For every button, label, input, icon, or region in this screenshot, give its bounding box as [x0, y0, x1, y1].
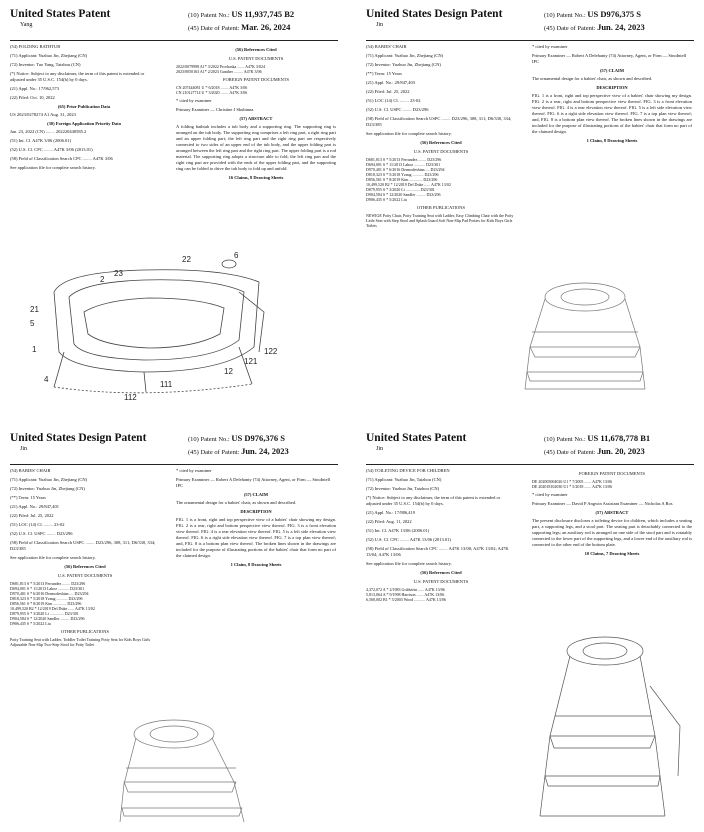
patent-title: United States Design Patent: [10, 432, 147, 444]
reference-line: D906,435 S * 5/2022 Liu: [366, 197, 407, 202]
reference-line: 10,499,520 B2 * 12/2019 Del Duke ...... A47K 13/02: [366, 182, 451, 187]
field: (72) Inventor: Yuzhuo Jin, Taizhou (CN): [366, 486, 440, 491]
section-heading: (65) Prior Publication Data: [57, 104, 111, 109]
field: (22) Filed: Jul. 25, 2022: [366, 89, 410, 94]
field: (54) BABIES' CHAIR: [366, 44, 407, 49]
field: (52) U.S. Cl. CPC ........ A47K 13/06 (2013.01): [366, 537, 451, 542]
field: (58) Field of Classification Search CPC ........ A47K 13/00; A47K 13/02; A47K 13/04; A47K 13/06: [366, 546, 509, 557]
claims-count: 10 Claims, 7 Drawing Sheets: [584, 551, 640, 556]
field: (22) Filed: Oct. 10, 2022: [10, 95, 55, 100]
patent-date: Mar. 26, 2024: [241, 22, 291, 32]
field: (51) Int. Cl. A47K 3/06 (2006.01): [10, 138, 71, 143]
references-heading: (56) References Cited: [420, 140, 462, 145]
reference-line: D906,435 S * 5/2022 Liu: [10, 621, 51, 626]
patent-page-3: [4, 426, 344, 826]
ref-label: 121: [244, 357, 258, 366]
patent-date: Jun. 24, 2023: [597, 22, 645, 32]
field: (**) Term: 15 Years: [10, 495, 46, 500]
inventor-short: Jin: [376, 446, 384, 452]
patent-page-1: [4, 2, 344, 402]
patent-header: [366, 6, 694, 40]
reference-line: D856,561 S * 8/2019 Kim ............. D23/296: [10, 601, 82, 606]
reference-line: CN 210127714 U * 3/2020 ........ A47K 3/06: [176, 90, 248, 95]
reference-line: D879,955 S * 3/2020 Li .............. D23/301: [10, 611, 79, 616]
field: See application file for complete search history.: [366, 131, 452, 136]
field: Jun. 23, 2022 (CN) ........ 202220440585.2: [10, 129, 87, 134]
reference-line: D818,323 S * 5/2018 Yzaug ........... D23/296: [10, 596, 83, 601]
field: (51) LOC (14) Cl. ........ 23-02: [10, 522, 65, 527]
ref-label: 6: [234, 252, 239, 260]
field: (51) LOC (14) Cl. ........ 23-02: [366, 98, 421, 103]
field: (54) FOLDING BATHTUB: [10, 44, 61, 49]
patent-number: US 11,937,745 B2: [231, 9, 295, 19]
field: (72) Inventor: Yuzhuo Jin, Zhejiang (CN): [366, 62, 441, 67]
reference-line: D970,401 S * 6/2016 Dermodeshian .... D23/294: [10, 591, 89, 596]
references-subheading: U.S. PATENT DOCUMENTS: [57, 573, 113, 578]
references-subheading: U.S. PATENT DOCUMENTS: [413, 579, 469, 584]
patent-number: US D976,376 S: [231, 433, 285, 443]
field: (71) Applicant: Yuzhuo Jin, Zhejiang (CN): [10, 53, 88, 58]
inventor-short: Yang: [20, 22, 33, 28]
patent-number-row: (10) Patent No.: US D976,375 S: [544, 9, 641, 19]
right-column: [532, 468, 692, 559]
field: (54) BABIES' CHAIR: [10, 468, 51, 473]
examiner: Primary Examiner — Robert A Delehanty (74) Attorney, Agent, or Firm — SinoIntell IPC: [176, 477, 331, 488]
toileting-device-drawing: [520, 626, 690, 826]
patent-date-row: (45) Date of Patent: Mar. 26, 2024: [188, 22, 291, 32]
ref-label: 112: [124, 393, 137, 402]
bathtub-drawing: [24, 252, 284, 402]
reference-line: 2022/0079998 A1* 3/2022 Prochaska ....... A47K 3/024: [176, 64, 265, 69]
publication-line: NEWIGE Potty Chair, Potty Training Seat with Ladder, Easy Climbing Chair with the Potty Little Seat with Step Stool and Splash Guard Soft Non-Slip Pad Potties for Kids Boys Girls Toilets: [366, 213, 514, 228]
field: See application file for complete search history.: [10, 165, 96, 170]
abstract-heading: (57) ABSTRACT: [595, 510, 629, 515]
claims-count: 16 Claims, 8 Drawing Sheets: [228, 175, 284, 180]
other-publications-heading: OTHER PUBLICATIONS: [416, 205, 466, 210]
patent-date-row: (45) Date of Patent: Jun. 20, 2023: [544, 446, 645, 456]
field: US 2023/0278274 A1 Aug. 31, 2023: [10, 112, 76, 117]
claims-count: 1 Claim, 8 Drawing Sheets: [586, 138, 638, 143]
patent-header: [10, 430, 338, 464]
field: See application file for complete search history.: [10, 555, 96, 560]
field: (52) U.S. Cl. USPC ........ D23/296: [366, 107, 429, 112]
description-heading: DESCRIPTION: [596, 85, 628, 90]
field: (58) Field of Classification Search USPC ........ D23/296, 308, 311; D6/330, 334; D23/385: [366, 116, 512, 127]
patent-title: United States Patent: [10, 8, 111, 20]
ref-label: 1: [32, 345, 37, 354]
claim-text: The ornamental design for a babies' chair, as shown and described.: [176, 500, 297, 505]
right-column: [176, 468, 336, 570]
patent-page-2: [360, 2, 700, 402]
patent-number-row: (10) Patent No.: US D976,376 S: [188, 433, 285, 443]
babies-chair-drawing: [94, 716, 294, 826]
field: (21) Appl. No.: 17/886,419: [366, 510, 415, 515]
claim-heading: (57) CLAIM: [243, 492, 269, 497]
abstract-text: A folding bathtub includes a tub body and a supporting ring. The supporting ring is arranged on the tub body. The supporting ring comprises a left ring part, a right ring part and an upper folding part; the left ring part and the right ring part are respectively connected to two sides of an upper end of the tub body, and the upper folding part is arranged between the left ring part and the right ring part. The upper folding part is a rod material. The supporting ring adopts a structure able to fold; the left ring part and the right ring part are provided with the ends of the upper folding part, and the supporting ring can be folded to drive the tub body to fold up and unfold.: [176, 124, 336, 171]
patent-title: United States Patent: [366, 432, 467, 444]
reference-line: D681,813 S * 5/2013 Ferrandez ........ D23/296: [10, 581, 86, 586]
reference-line: 2023/0050163 A1* 2/2023 Gunther ......... A47K 3/06: [176, 69, 262, 74]
ref-label: 4: [44, 375, 49, 384]
cited-note: * cited by examiner: [532, 492, 568, 497]
other-publications-heading: OTHER PUBLICATIONS: [60, 629, 110, 634]
cited-note: * cited by examiner: [532, 44, 568, 49]
patent-number-row: (10) Patent No.: US 11,678,778 B1: [544, 433, 651, 443]
reference-line: 6,568,002 B1 * 5/2003 Wood ........... A47K 13/06: [366, 597, 446, 602]
section-heading: (30) Foreign Application Priority Data: [47, 121, 121, 126]
field: (*) Notice: Subject to any disclaimer, the term of this patent is extended or adjusted under 35 U.S.C. 154(b) by 0 days.: [366, 495, 501, 506]
patent-date-row: (45) Date of Patent: Jun. 24, 2023: [188, 446, 289, 456]
field: (**) Term: 15 Years: [366, 71, 402, 76]
ref-label: 111: [160, 380, 173, 389]
references-subheading: U.S. PATENT DOCUMENTS: [413, 149, 469, 154]
field: (52) U.S. Cl. CPC ........ A47K 3/06 (2013.01): [10, 147, 93, 152]
abstract-heading: (57) ABSTRACT: [239, 116, 273, 121]
field: See application file for complete search history.: [366, 561, 452, 566]
left-column: [366, 44, 516, 228]
reference-line: DE 202005004026 U1 * 7/2005 ....... A47K 13/06: [532, 479, 612, 484]
field: (52) U.S. Cl. USPC ........ D23/296: [10, 531, 73, 536]
claim-text: The ornamental design for a babies' chair, as shown and described.: [532, 76, 653, 81]
reference-line: D904,584 S * 12/2020 Sandler ......... D23/296: [366, 192, 441, 197]
left-column: [366, 468, 516, 602]
header-rule: [10, 40, 338, 41]
reference-line: D694,001 S * 11/2013 Lahoz ........... D23/301: [10, 586, 85, 591]
field: (72) Inventor: Yuzhuo Jin, Zhejiang (CN): [10, 486, 85, 491]
references-heading: (56) References Cited: [64, 564, 106, 569]
patent-number: US 11,678,778 B1: [587, 433, 651, 443]
inventor-short: Jin: [20, 446, 28, 452]
patent-header: [10, 6, 338, 40]
examiner: Primary Examiner — David P Angwin Assistant Examiner — Nicholas A Ros: [532, 501, 673, 506]
left-column: [10, 468, 160, 647]
reference-line: D879,955 S * 3/2020 Li .............. D23/301: [366, 187, 435, 192]
references-heading: (56) References Cited: [235, 47, 277, 52]
patent-title: United States Design Patent: [366, 8, 503, 20]
description-text: FIG. 1 is a front, right and top perspective view of a babies' chair showing my design. FIG. 2 is a rear, right and bottom perspective view thereof. FIG. 3 is a front elevation view thereof. FIG. 4 is a rear elevation view thereof. FIG. 5 is a left side elevation view thereof. FIG. 6 is a right side elevation view thereof. FIG. 7 is a top plan view thereof; and, FIG. 8 is a bottom plan view thereof. The broken lines shown in the drawings are included for the purpose of illustrating portions of the babies' chair that form no part of the claimed design.: [176, 517, 336, 558]
field: (21) Appl. No.: 29/847,401: [10, 504, 59, 509]
abstract-text: The present disclosure discloses a toileting device for children, which includes a seating part, a supporting legs, and a stool part. The seating part is detachably connected to the supporting legs; an auxiliary rod is arranged on one side of the stool part and is rotatably connected to the lower part of the supporting legs, and a lower end of the auxiliary rod is connected to the other end of the bottom plate.: [532, 518, 692, 547]
field: (71) Applicant: Yuzhuo Jin, Zhejiang (CN): [10, 477, 88, 482]
reference-line: 4,372,072 A * 2/1983 Goldstein ...... A47K 13/06: [366, 587, 445, 592]
references-subheading: U.S. PATENT DOCUMENTS: [228, 56, 284, 61]
foreign-docs-heading: FOREIGN PATENT DOCUMENTS: [222, 77, 289, 82]
ref-label: 122: [264, 347, 278, 356]
cited-note: * cited by examiner: [176, 98, 212, 103]
ref-label: 22: [182, 255, 191, 264]
reference-line: D856,561 S * 8/2019 Kim ............. D23/296: [366, 177, 438, 182]
patent-header: [366, 430, 694, 464]
examiner: Primary Examiner — Robert A Delehanty (74) Attorney, Agent, or Firm — SinoIntell IPC: [532, 53, 687, 64]
patent-number-row: (10) Patent No.: US 11,937,745 B2: [188, 9, 295, 19]
ref-label: 12: [224, 367, 233, 376]
reference-line: 10,499,520 B2 * 12/2019 Del Duke ...... A47K 13/02: [10, 606, 95, 611]
babies-chair-drawing: [470, 277, 670, 397]
description-heading: DESCRIPTION: [240, 509, 272, 514]
patent-date: Jun. 24, 2023: [241, 446, 289, 456]
claims-count: 1 Claim, 8 Drawing Sheets: [230, 562, 282, 567]
patent-date: Jun. 20, 2023: [597, 446, 645, 456]
reference-line: D681,813 S * 5/2013 Ferrandez ........ D23/296: [366, 157, 442, 162]
claim-heading: (57) CLAIM: [599, 68, 625, 73]
references-heading: (56) References Cited: [420, 570, 462, 575]
reference-line: D970,401 S * 6/2016 Dermodeshian .... D23/294: [366, 167, 445, 172]
field: (71) Applicant: Yuzhuo Jin, Zhejiang (CN): [366, 53, 444, 58]
left-column: [10, 44, 158, 174]
patent-date-row: (45) Date of Patent: Jun. 24, 2023: [544, 22, 645, 32]
cited-note: * cited by examiner: [176, 468, 212, 473]
field: (54) TOILETING DEVICE FOR CHILDREN: [366, 468, 450, 473]
inventor-short: Jin: [376, 22, 384, 28]
reference-line: CN 207444081 U * 6/2018 ........ A47K 3/06: [176, 85, 248, 90]
reference-line: 5,813,064 A * 9/1998 Harrison ....... A47K 13/06: [366, 592, 445, 597]
field: (58) Field of Classification Search USPC ........ D23/296, 308, 311; D6/330, 334; D23/385: [10, 540, 156, 551]
examiner: Primary Examiner — Christine J Skubinna: [176, 107, 254, 112]
ref-label: 23: [114, 269, 123, 278]
header-rule: [366, 464, 694, 465]
patent-page-4: [360, 426, 700, 826]
reference-line: D818,323 S * 5/2018 Yzaug ........... D23/296: [366, 172, 439, 177]
ref-label: 5: [30, 319, 35, 328]
publication-line: Potty Training Seat with Ladder, Toddler Toilet Training Potty Seat for Kids Boys Girls Adjustable Non-Slip Two-Step Stool for Potty Toilet: [10, 637, 151, 647]
field: (72) Inventor: Tuo Yang, Taizhou (CN): [10, 62, 81, 67]
reference-line: D694,001 S * 11/2013 Lahoz ........... D23/301: [366, 162, 441, 167]
description-text: FIG. 1 is a front, right and top perspective view of a babies' chair showing my design. FIG. 2 is a rear, right and bottom perspective view thereof. FIG. 3 is a front elevation view thereof. FIG. 4 is a rear elevation view thereof. FIG. 5 is a left side elevation view thereof. FIG. 6 is a right side elevation view thereof. FIG. 7 is a top plan view thereof; and, FIG. 8 is a bottom plan view thereof. The broken lines shown in the drawings are included for the purpose of illustrating portions of the babies' chair that form no part of the claimed design.: [532, 93, 692, 134]
field: (21) Appl. No.: 17/962,573: [10, 86, 59, 91]
field: (22) Filed: Jul. 25, 2022: [10, 513, 54, 518]
reference-line: DE 202018102030 U1 * 5/2018 ....... A47K 13/06: [532, 484, 612, 489]
field: (51) Int. Cl. A47K 13/06 (2006.01): [366, 528, 430, 533]
field: (21) Appl. No.: 29/847,403: [366, 80, 415, 85]
ref-label: 21: [30, 305, 39, 314]
field: (71) Applicant: Yuzhuo Jin, Taizhou (CN): [366, 477, 442, 482]
field: (22) Filed: Aug. 11, 2022: [366, 519, 412, 524]
patent-number: US D976,375 S: [587, 9, 641, 19]
right-column: [532, 44, 692, 146]
ref-label: 2: [100, 275, 105, 284]
reference-line: D904,584 S * 12/2020 Sandler ......... D23/296: [10, 616, 85, 621]
field: (*) Notice: Subject to any disclaimer, the term of this patent is extended or adjusted under 35 U.S.C. 154(b) by 0 days.: [10, 71, 145, 82]
right-column: [176, 44, 336, 183]
header-rule: [10, 464, 338, 465]
header-rule: [366, 40, 694, 41]
field: (58) Field of Classification Search CPC ........ A47K 3/06: [10, 156, 113, 161]
foreign-docs-heading: FOREIGN PATENT DOCUMENTS: [578, 471, 645, 476]
